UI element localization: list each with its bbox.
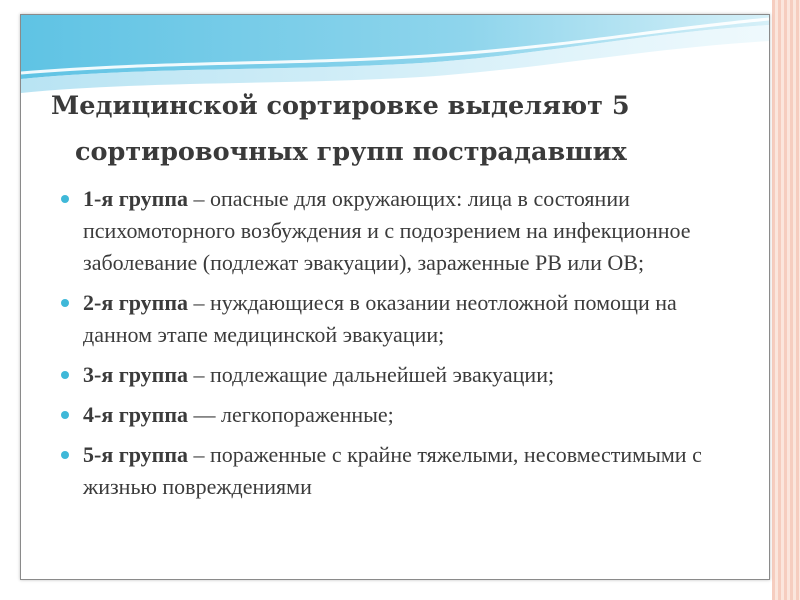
group-description: – пораженные с крайне тяжелыми, несовместимыми с жизнью повреждениями xyxy=(83,442,702,499)
group-description: — легкопораженные; xyxy=(188,402,394,427)
bullet-icon xyxy=(61,299,69,307)
group-name: 2-я группа xyxy=(83,290,189,315)
group-name: 3-я группа xyxy=(83,362,189,387)
group-name: 1-я группа xyxy=(83,186,189,211)
group-item-3 xyxy=(61,359,741,391)
slide-title-line1: Медицинской сортировке выделяют 5 xyxy=(51,91,630,121)
group-description: – подлежащие дальнейшей эвакуации; xyxy=(188,362,555,387)
group-list xyxy=(61,183,741,511)
group-item-4 xyxy=(61,399,741,431)
group-item-2 xyxy=(61,287,741,351)
bullet-icon xyxy=(61,371,69,379)
slide-title-line2: сортировочных групп пострадавших xyxy=(75,137,627,167)
slide-title xyxy=(51,83,751,175)
slide xyxy=(20,14,770,580)
group-name: 5-я группа xyxy=(83,442,189,467)
group-name: 4-я группа xyxy=(83,402,189,427)
group-description: – опасные для окружающих: лица в состоянии психомоторного возбуждения и с подозрением на инфекционное заболевание (подлежат эвакуации), зараженные РВ или ОВ; xyxy=(83,186,691,275)
group-item-5 xyxy=(61,439,741,503)
bullet-icon xyxy=(61,411,69,419)
group-description: – нуждающиеся в оказании неотложной помощи на данном этапе медицинской эвакуации; xyxy=(83,290,677,347)
bullet-icon xyxy=(61,451,69,459)
group-item-1 xyxy=(61,183,741,279)
decorative-striped-border xyxy=(772,0,800,600)
bullet-icon xyxy=(61,195,69,203)
